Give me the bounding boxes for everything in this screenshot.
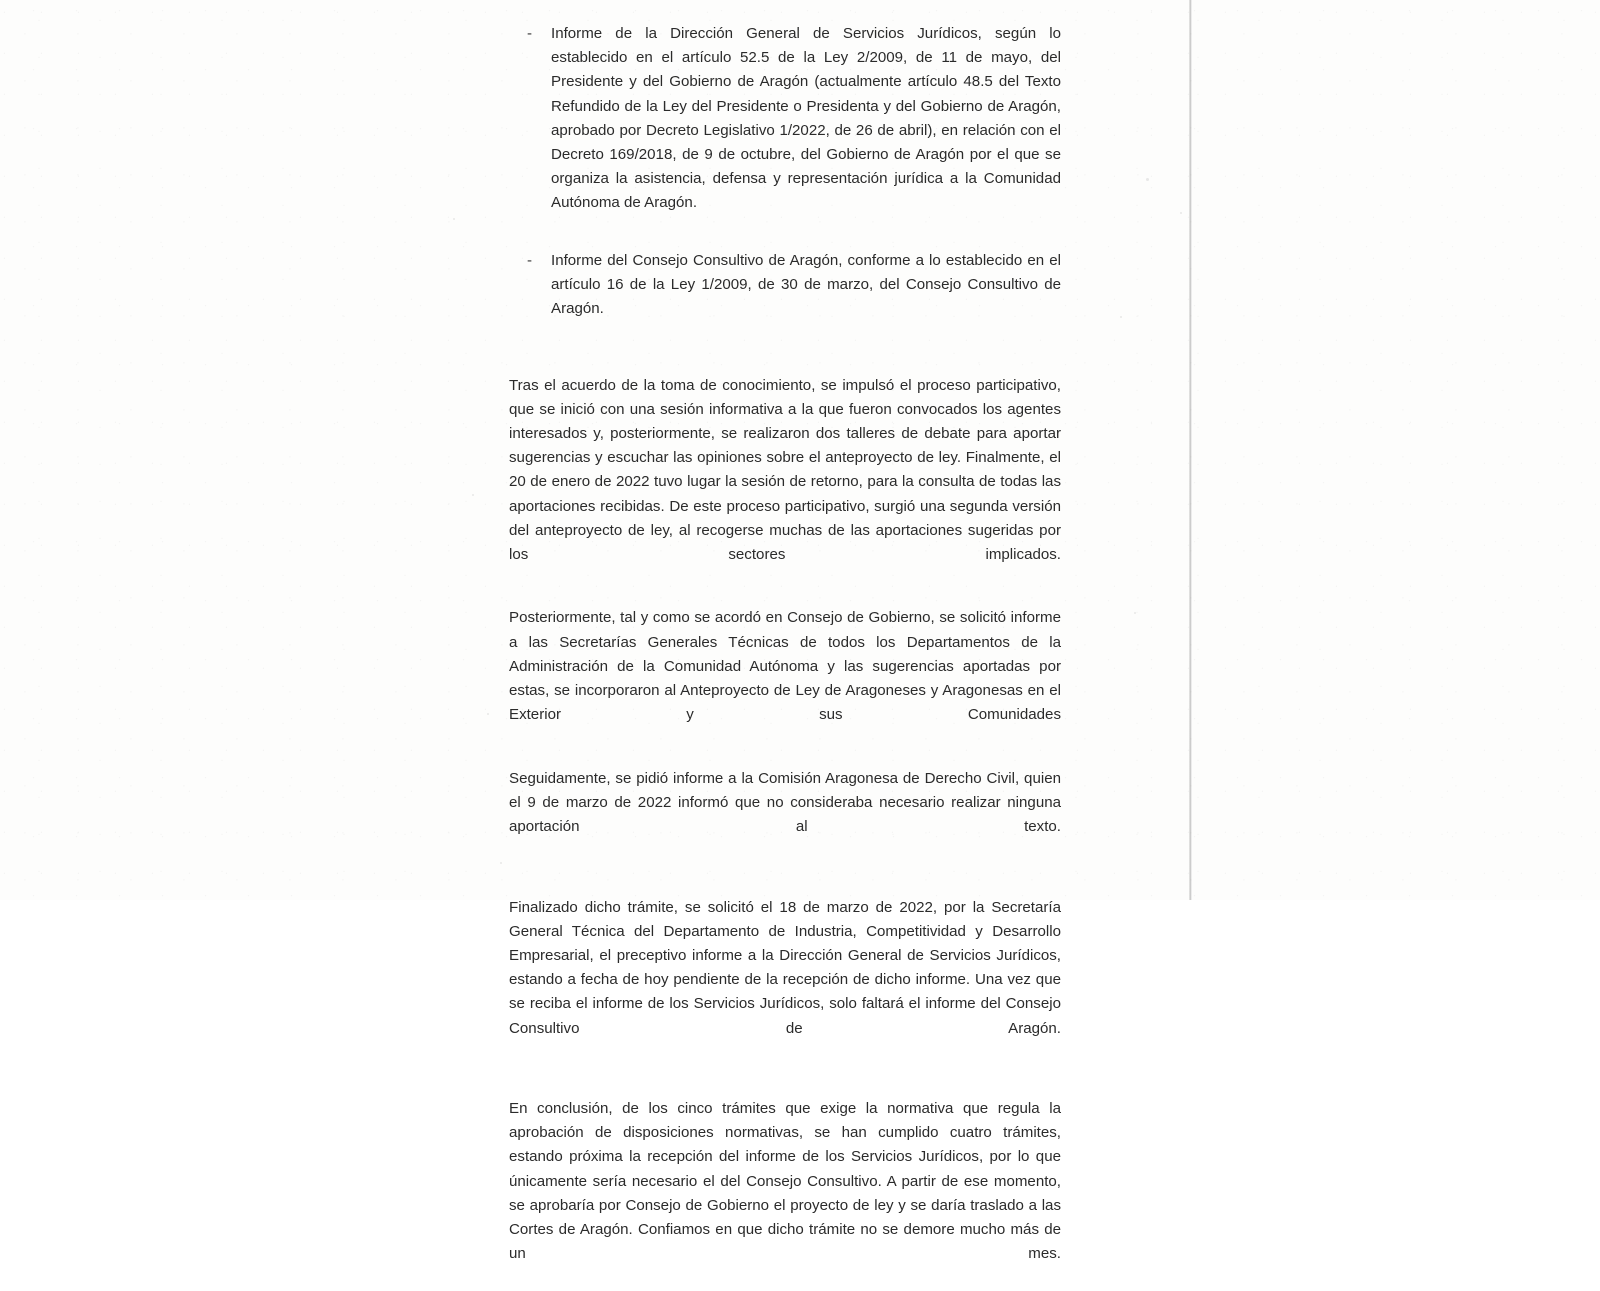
paragraph-comision-derecho-civil: Seguidamente, se pidió informe a la Comisión Aragonesa de Derecho Civil, quien el 9 de marzo de 2022 informó que no consideraba necesario realizar ninguna aportación al texto.: [509, 769, 1061, 836]
scan-speck: [1180, 212, 1182, 214]
paragraph-finalizado-tramite: Finalizado dicho trámite, se solicitó el 18 de marzo de 2022, por la Secretaría General Técnica del Departamento de Industria, Competitividad y Desarrollo Empresarial, el preceptivo informe a la Dirección General de Servicios Jurídicos, estando a fecha de hoy pendiente de la recepción de dicho informe. Una vez que se reciba el informe de los Servicios Jurídicos, solo faltará el informe del Consejo Consultivo de Aragón.: [509, 898, 1061, 1037]
scan-speck: [500, 862, 502, 864]
bullet-dash-marker: -: [527, 251, 533, 269]
paragraph-conclusion: En conclusión, de los cinco trámites que exige la normativa que regula la aprobación de disposiciones normativas, se han cumplido cuatro trámites, estando próxima la recepción del informe de los Servicios Jurídicos, por lo que únicamente sería necesario el del Consejo Consultivo. A partir de ese momento, se aprobaría por Consejo de Gobierno el proyecto de ley y se daría traslado a las Cortes de Aragón. Confiamos en que dicho trámite no se demore mucho más de un mes.: [509, 1099, 1061, 1263]
document-body: [509, 22, 1061, 1291]
scan-speck: [1134, 612, 1136, 614]
list-item-text: Informe del Consejo Consultivo de Aragón, conforme a lo establecido en el artículo 16 de la Ley 1/2009, de 30 de marzo, del Consejo Consultivo de Aragón.: [551, 251, 1061, 318]
requirements-bullet-list: [509, 22, 1061, 346]
scan-edge-artifact: [1189, 0, 1192, 900]
scan-speck: [487, 713, 489, 715]
list-item: [509, 22, 1061, 240]
scan-speck: [472, 494, 474, 496]
scan-speck: [1120, 316, 1122, 318]
list-item: [509, 249, 1061, 346]
scan-speck: [453, 218, 455, 220]
list-item-text: Informe de la Dirección General de Servicios Jurídicos, según lo establecido en el artículo 52.5 de la Ley 2/2009, de 11 de mayo, del Presidente y del Gobierno de Aragón (actualmente artículo 48.5 del Texto Refundido de la Ley del Presidente o Presidenta y del Gobierno de Aragón, aprobado por Decreto Legislativo 1/2022, de 26 de abril), en relación con el Decreto 169/2018, de 9 de octubre, del Gobierno de Aragón por el que se organiza la asistencia, defensa y representación jurídica a la Comunidad Autónoma de Aragón.: [551, 25, 1061, 212]
paragraph-proceso-participativo: Tras el acuerdo de la toma de conocimiento, se impulsó el proceso participativo, que se inició con una sesión informativa a la que fueron convocados los agentes interesados y, posteriormente, se realizaron dos talleres de debate para aportar sugerencias y escuchar las opiniones sobre el anteproyecto de ley. Finalmente, el 20 de enero de 2022 tuvo lugar la sesión de retorno, para la consulta de todas las aportaciones recibidas. De este proceso participativo, surgió una segunda versión del anteproyecto de ley, al recogerse muchas de las aportaciones sugeridas por los sectores implicados.: [509, 376, 1061, 564]
paragraph-secretarias-generales: Posteriormente, tal y como se acordó en Consejo de Gobierno, se solicitó informe a las Secretarías Generales Técnicas de todos los Departamentos de la Administración de la Comunidad Autónoma y las sugerencias aportadas por estas, se incorporaron al Anteproyecto de Ley de Aragoneses y Aragonesas en el Exterior y sus Comunidades: [509, 609, 1061, 724]
scan-speck: [1146, 178, 1149, 181]
bullet-dash-marker: -: [527, 25, 533, 42]
